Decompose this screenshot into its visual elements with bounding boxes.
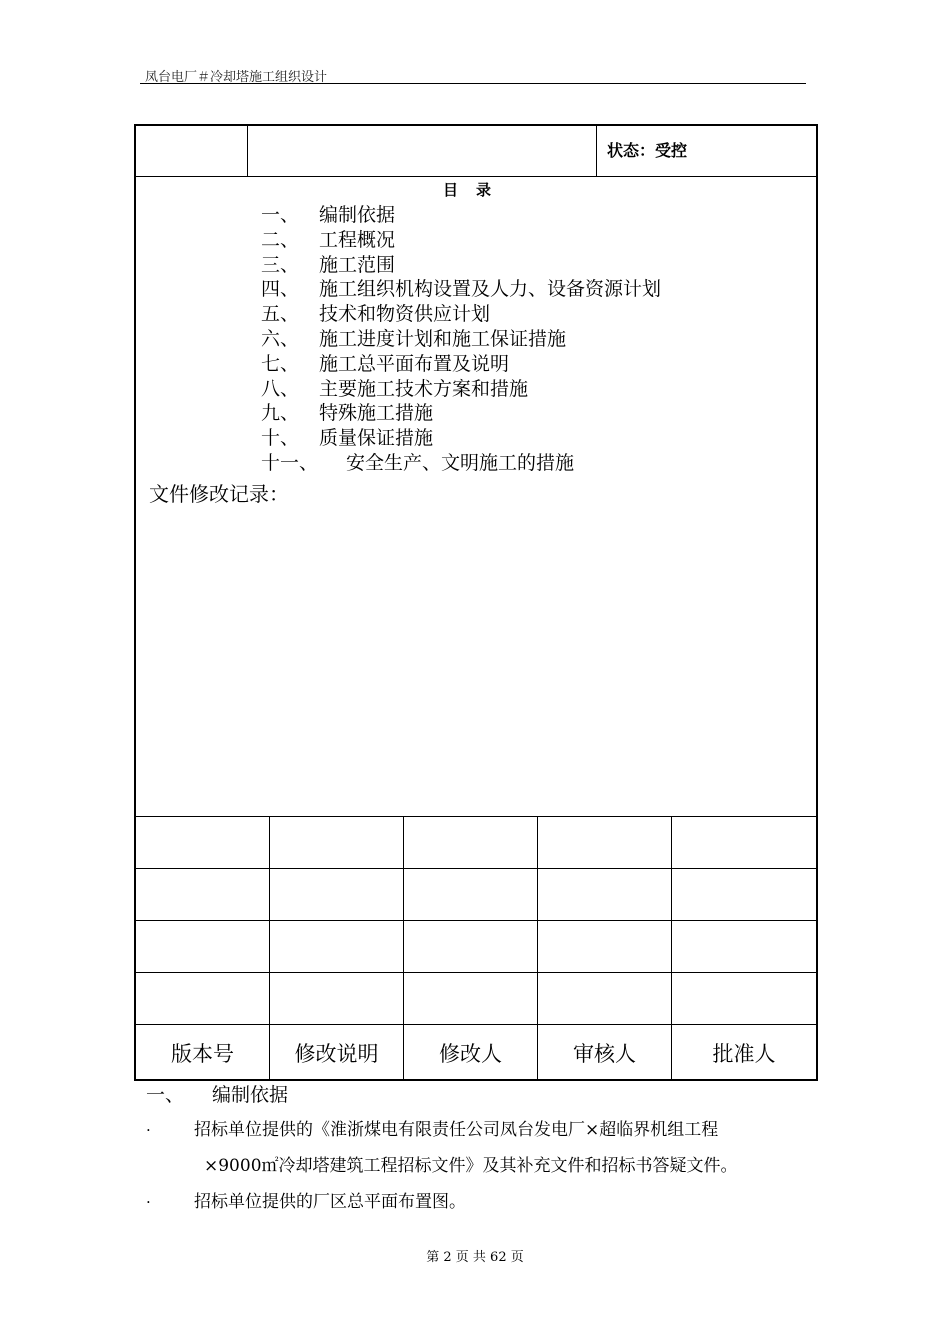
bullet-marker: . [146, 1117, 151, 1135]
toc-title: 目录 [442, 181, 509, 199]
toc-item-number: 六、 [261, 327, 300, 350]
revision-cell [404, 869, 538, 920]
toc-item-number: 七、 [261, 352, 300, 375]
revision-cell [672, 973, 816, 1024]
revision-header-cell [136, 1025, 270, 1080]
toc-item-label: 安全生产、文明施工的措施 [346, 451, 575, 474]
toc-item[interactable] [261, 377, 661, 402]
toc-item-label: 主要施工技术方案和措施 [319, 377, 529, 400]
revision-cell [538, 817, 672, 868]
revision-header-cell [672, 1025, 816, 1080]
control-document-frame [134, 124, 818, 1081]
paragraph-line: 招标单位提供的《淮浙煤电有限责任公司凤台发电厂×超临界机组工程 [194, 1120, 719, 1140]
toc-item-number: 一、 [261, 204, 300, 226]
column-reviewer: 审核人 [573, 1041, 636, 1066]
revision-cell [270, 869, 404, 920]
revision-cell [404, 973, 538, 1024]
toc-item-label: 技术和物资供应计划 [319, 303, 491, 326]
toc-item-label: 特殊施工措施 [319, 402, 434, 425]
toc-item-number: 八、 [261, 377, 300, 400]
revision-cell [672, 869, 816, 920]
revision-cell [136, 869, 270, 920]
section-title: 编制依据 [212, 1084, 289, 1106]
toc-item[interactable] [261, 253, 661, 278]
toc-item-number: 二、 [261, 228, 300, 251]
toc-item-number: 十一、 [261, 451, 319, 474]
revision-header-row [136, 1025, 816, 1080]
revision-row-empty [136, 817, 816, 869]
toc-item[interactable] [261, 327, 661, 352]
revision-header-cell [270, 1025, 404, 1080]
revision-cell [538, 921, 672, 972]
revision-cell [672, 921, 816, 972]
toc-item-number: 三、 [261, 253, 300, 276]
table-of-contents [261, 203, 661, 476]
toc-item-label: 质量保证措施 [319, 427, 434, 450]
revision-cell [136, 973, 270, 1024]
column-modifier: 修改人 [439, 1041, 502, 1066]
column-version: 版本号 [171, 1041, 234, 1066]
toc-item-label: 施工范围 [319, 253, 396, 276]
toc-item-label: 施工进度计划和施工保证措施 [319, 327, 567, 350]
running-header: 凤台电厂＃冷却塔施工组织设计 [145, 70, 328, 85]
toc-item-label: 工程概况 [319, 228, 396, 251]
toc-item-label: 施工组织机构设置及人力、设备资源计划 [319, 278, 662, 301]
toc-item[interactable] [261, 451, 661, 476]
section-heading [146, 1080, 288, 1107]
toc-item-label: 编制依据 [319, 204, 396, 226]
revision-row-empty [136, 973, 816, 1025]
header-divider [140, 83, 806, 84]
revision-header-cell [404, 1025, 538, 1080]
control-cell-blank-2 [248, 126, 597, 176]
page-footer: 第 2 页 共 62 页 [426, 1250, 524, 1265]
paragraph-line: ×9000㎡冷却塔建筑工程招标文件》及其补充文件和招标书答疑文件。 [204, 1156, 738, 1176]
toc-item[interactable] [261, 203, 661, 228]
toc-item-number: 九、 [261, 402, 300, 425]
control-header-row [136, 126, 816, 177]
section-number: 一、 [146, 1084, 185, 1106]
bullet-marker: . [146, 1189, 151, 1207]
toc-item[interactable] [261, 352, 661, 377]
revision-cell [404, 817, 538, 868]
revision-cell [270, 921, 404, 972]
revision-header-cell [538, 1025, 672, 1080]
revision-cell [136, 921, 270, 972]
toc-item[interactable] [261, 401, 661, 426]
revision-row-empty [136, 869, 816, 921]
control-cell-blank-1 [136, 126, 248, 176]
revision-cell [270, 817, 404, 868]
toc-item[interactable] [261, 302, 661, 327]
column-change-description: 修改说明 [294, 1041, 379, 1066]
toc-item-number: 五、 [261, 303, 300, 326]
revision-cell [672, 817, 816, 868]
revision-cell [538, 973, 672, 1024]
column-approver: 批准人 [712, 1041, 776, 1066]
revision-cell [270, 973, 404, 1024]
revision-row-empty [136, 921, 816, 973]
toc-item[interactable] [261, 228, 661, 253]
toc-item-number: 十、 [261, 427, 300, 450]
toc-item[interactable] [261, 277, 661, 302]
toc-item[interactable] [261, 426, 661, 451]
revision-record-label: 文件修改记录： [149, 482, 289, 506]
paragraph-line: 招标单位提供的厂区总平面布置图。 [194, 1192, 466, 1212]
revision-cell [404, 921, 538, 972]
revision-cell [538, 869, 672, 920]
revision-table [136, 816, 816, 1080]
toc-item-number: 四、 [261, 278, 300, 301]
status-cell: 状态：受控 [607, 141, 688, 160]
revision-cell [136, 817, 270, 868]
toc-item-label: 施工总平面布置及说明 [319, 352, 510, 375]
